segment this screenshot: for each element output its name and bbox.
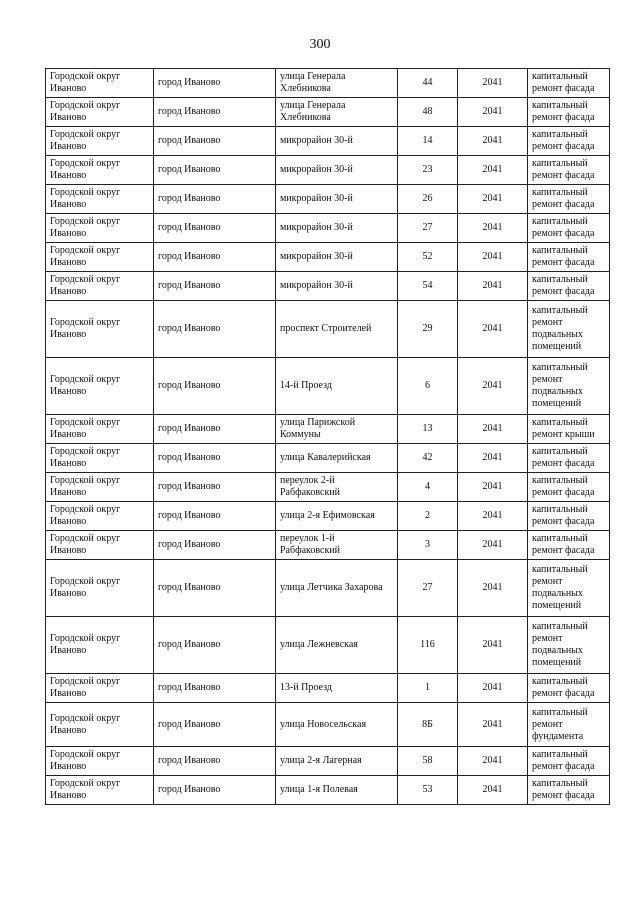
cell-work-type: капитальный ремонт фасада xyxy=(528,272,610,301)
cell-municipality: Городской округ Иваново xyxy=(46,98,154,127)
cell-year: 2041 xyxy=(458,98,528,127)
cell-year: 2041 xyxy=(458,473,528,502)
cell-work-type: капитальный ремонт фасада xyxy=(528,444,610,473)
cell-settlement: город Иваново xyxy=(154,560,276,617)
table-row xyxy=(46,156,610,185)
table-row xyxy=(46,301,610,358)
cell-house: 52 xyxy=(398,243,458,272)
cell-municipality: Городской округ Иваново xyxy=(46,502,154,531)
cell-house: 13 xyxy=(398,415,458,444)
cell-year: 2041 xyxy=(458,156,528,185)
cell-municipality: Городской округ Иваново xyxy=(46,674,154,703)
cell-settlement: город Иваново xyxy=(154,617,276,674)
cell-street: улица Генерала Хлебникова xyxy=(276,98,398,127)
cell-street: микрорайон 30-й xyxy=(276,243,398,272)
cell-street: 13-й Проезд xyxy=(276,674,398,703)
cell-settlement: город Иваново xyxy=(154,444,276,473)
cell-work-type: капитальный ремонт фасада xyxy=(528,747,610,776)
cell-year: 2041 xyxy=(458,243,528,272)
cell-street: микрорайон 30-й xyxy=(276,156,398,185)
cell-settlement: город Иваново xyxy=(154,703,276,747)
cell-street: улица Кавалерийская xyxy=(276,444,398,473)
cell-work-type: капитальный ремонт подвальных помещений xyxy=(528,617,610,674)
table-row xyxy=(46,747,610,776)
cell-street: проспект Строителей xyxy=(276,301,398,358)
cell-house: 8Б xyxy=(398,703,458,747)
cell-work-type: капитальный ремонт подвальных помещений xyxy=(528,301,610,358)
cell-settlement: город Иваново xyxy=(154,531,276,560)
cell-work-type: капитальный ремонт фасада xyxy=(528,98,610,127)
cell-house: 53 xyxy=(398,776,458,805)
table-row xyxy=(46,776,610,805)
table-row xyxy=(46,415,610,444)
cell-settlement: город Иваново xyxy=(154,502,276,531)
cell-year: 2041 xyxy=(458,703,528,747)
table-row xyxy=(46,703,610,747)
cell-work-type: капитальный ремонт фасада xyxy=(528,243,610,272)
cell-house: 58 xyxy=(398,747,458,776)
cell-municipality: Городской округ Иваново xyxy=(46,127,154,156)
cell-municipality: Городской округ Иваново xyxy=(46,243,154,272)
cell-year: 2041 xyxy=(458,560,528,617)
cell-house: 54 xyxy=(398,272,458,301)
cell-year: 2041 xyxy=(458,674,528,703)
table-row xyxy=(46,127,610,156)
cell-house: 42 xyxy=(398,444,458,473)
cell-work-type: капитальный ремонт фасада xyxy=(528,531,610,560)
table-row xyxy=(46,69,610,98)
cell-year: 2041 xyxy=(458,444,528,473)
cell-street: улица 2-я Ефимовская xyxy=(276,502,398,531)
cell-house: 4 xyxy=(398,473,458,502)
cell-settlement: город Иваново xyxy=(154,243,276,272)
cell-street: 14-й Проезд xyxy=(276,358,398,415)
cell-settlement: город Иваново xyxy=(154,156,276,185)
cell-municipality: Городской округ Иваново xyxy=(46,301,154,358)
cell-municipality: Городской округ Иваново xyxy=(46,617,154,674)
cell-settlement: город Иваново xyxy=(154,747,276,776)
cell-municipality: Городской округ Иваново xyxy=(46,214,154,243)
cell-work-type: капитальный ремонт фасада xyxy=(528,156,610,185)
cell-municipality: Городской округ Иваново xyxy=(46,560,154,617)
table-row xyxy=(46,444,610,473)
cell-municipality: Городской округ Иваново xyxy=(46,69,154,98)
cell-house: 2 xyxy=(398,502,458,531)
cell-settlement: город Иваново xyxy=(154,674,276,703)
cell-house: 29 xyxy=(398,301,458,358)
cell-work-type: капитальный ремонт фасада xyxy=(528,214,610,243)
cell-year: 2041 xyxy=(458,214,528,243)
table-row xyxy=(46,243,610,272)
cell-work-type: капитальный ремонт фасада xyxy=(528,502,610,531)
cell-settlement: город Иваново xyxy=(154,272,276,301)
cell-municipality: Городской округ Иваново xyxy=(46,156,154,185)
cell-settlement: город Иваново xyxy=(154,214,276,243)
cell-work-type: капитальный ремонт фундамента xyxy=(528,703,610,747)
cell-settlement: город Иваново xyxy=(154,69,276,98)
cell-municipality: Городской округ Иваново xyxy=(46,358,154,415)
cell-municipality: Городской округ Иваново xyxy=(46,444,154,473)
cell-work-type: капитальный ремонт фасада xyxy=(528,69,610,98)
cell-work-type: капитальный ремонт крыши xyxy=(528,415,610,444)
cell-settlement: город Иваново xyxy=(154,415,276,444)
cell-work-type: капитальный ремонт фасада xyxy=(528,473,610,502)
cell-street: микрорайон 30-й xyxy=(276,185,398,214)
cell-municipality: Городской округ Иваново xyxy=(46,272,154,301)
page-number: 300 xyxy=(309,37,331,52)
cell-settlement: город Иваново xyxy=(154,473,276,502)
cell-year: 2041 xyxy=(458,272,528,301)
cell-street: переулок 2-й Рабфаковский xyxy=(276,473,398,502)
cell-house: 1 xyxy=(398,674,458,703)
cell-house: 23 xyxy=(398,156,458,185)
cell-work-type: капитальный ремонт фасада xyxy=(528,127,610,156)
cell-municipality: Городской округ Иваново xyxy=(46,747,154,776)
cell-municipality: Городской округ Иваново xyxy=(46,776,154,805)
cell-year: 2041 xyxy=(458,127,528,156)
cell-municipality: Городской округ Иваново xyxy=(46,703,154,747)
cell-year: 2041 xyxy=(458,358,528,415)
cell-house: 48 xyxy=(398,98,458,127)
cell-house: 3 xyxy=(398,531,458,560)
cell-settlement: город Иваново xyxy=(154,98,276,127)
cell-year: 2041 xyxy=(458,502,528,531)
cell-house: 26 xyxy=(398,185,458,214)
cell-work-type: капитальный ремонт фасада xyxy=(528,674,610,703)
cell-year: 2041 xyxy=(458,415,528,444)
cell-municipality: Городской округ Иваново xyxy=(46,185,154,214)
cell-street: микрорайон 30-й xyxy=(276,272,398,301)
cell-settlement: город Иваново xyxy=(154,185,276,214)
cell-street: улица Новосельская xyxy=(276,703,398,747)
cell-work-type: капитальный ремонт фасада xyxy=(528,185,610,214)
cell-year: 2041 xyxy=(458,185,528,214)
table-row xyxy=(46,674,610,703)
table-row xyxy=(46,358,610,415)
cell-house: 27 xyxy=(398,560,458,617)
cell-work-type: капитальный ремонт подвальных помещений xyxy=(528,560,610,617)
table-row xyxy=(46,560,610,617)
cell-settlement: город Иваново xyxy=(154,301,276,358)
cell-house: 27 xyxy=(398,214,458,243)
cell-year: 2041 xyxy=(458,301,528,358)
cell-house: 116 xyxy=(398,617,458,674)
table-row xyxy=(46,272,610,301)
table-row xyxy=(46,502,610,531)
cell-street: улица Генерала Хлебникова xyxy=(276,69,398,98)
cell-street: микрорайон 30-й xyxy=(276,214,398,243)
cell-settlement: город Иваново xyxy=(154,358,276,415)
table-row xyxy=(46,531,610,560)
cell-street: улица Летчика Захарова xyxy=(276,560,398,617)
cell-municipality: Городской округ Иваново xyxy=(46,473,154,502)
cell-street: микрорайон 30-й xyxy=(276,127,398,156)
cell-settlement: город Иваново xyxy=(154,776,276,805)
cell-street: улица 1-я Полевая xyxy=(276,776,398,805)
table-row xyxy=(46,617,610,674)
table-body xyxy=(46,69,610,805)
cell-year: 2041 xyxy=(458,776,528,805)
cell-house: 44 xyxy=(398,69,458,98)
cell-year: 2041 xyxy=(458,747,528,776)
cell-year: 2041 xyxy=(458,69,528,98)
cell-settlement: город Иваново xyxy=(154,127,276,156)
table-row xyxy=(46,185,610,214)
cell-year: 2041 xyxy=(458,531,528,560)
cell-work-type: капитальный ремонт фасада xyxy=(528,776,610,805)
cell-house: 6 xyxy=(398,358,458,415)
cell-work-type: капитальный ремонт подвальных помещений xyxy=(528,358,610,415)
table-row xyxy=(46,98,610,127)
cell-municipality: Городской округ Иваново xyxy=(46,415,154,444)
cell-street: улица Лежневская xyxy=(276,617,398,674)
housing-repair-table xyxy=(45,68,610,805)
cell-house: 14 xyxy=(398,127,458,156)
cell-year: 2041 xyxy=(458,617,528,674)
cell-street: улица Парижской Коммуны xyxy=(276,415,398,444)
table-row xyxy=(46,473,610,502)
cell-street: переулок 1-й Рабфаковский xyxy=(276,531,398,560)
cell-municipality: Городской округ Иваново xyxy=(46,531,154,560)
table-row xyxy=(46,214,610,243)
cell-street: улица 2-я Лагерная xyxy=(276,747,398,776)
